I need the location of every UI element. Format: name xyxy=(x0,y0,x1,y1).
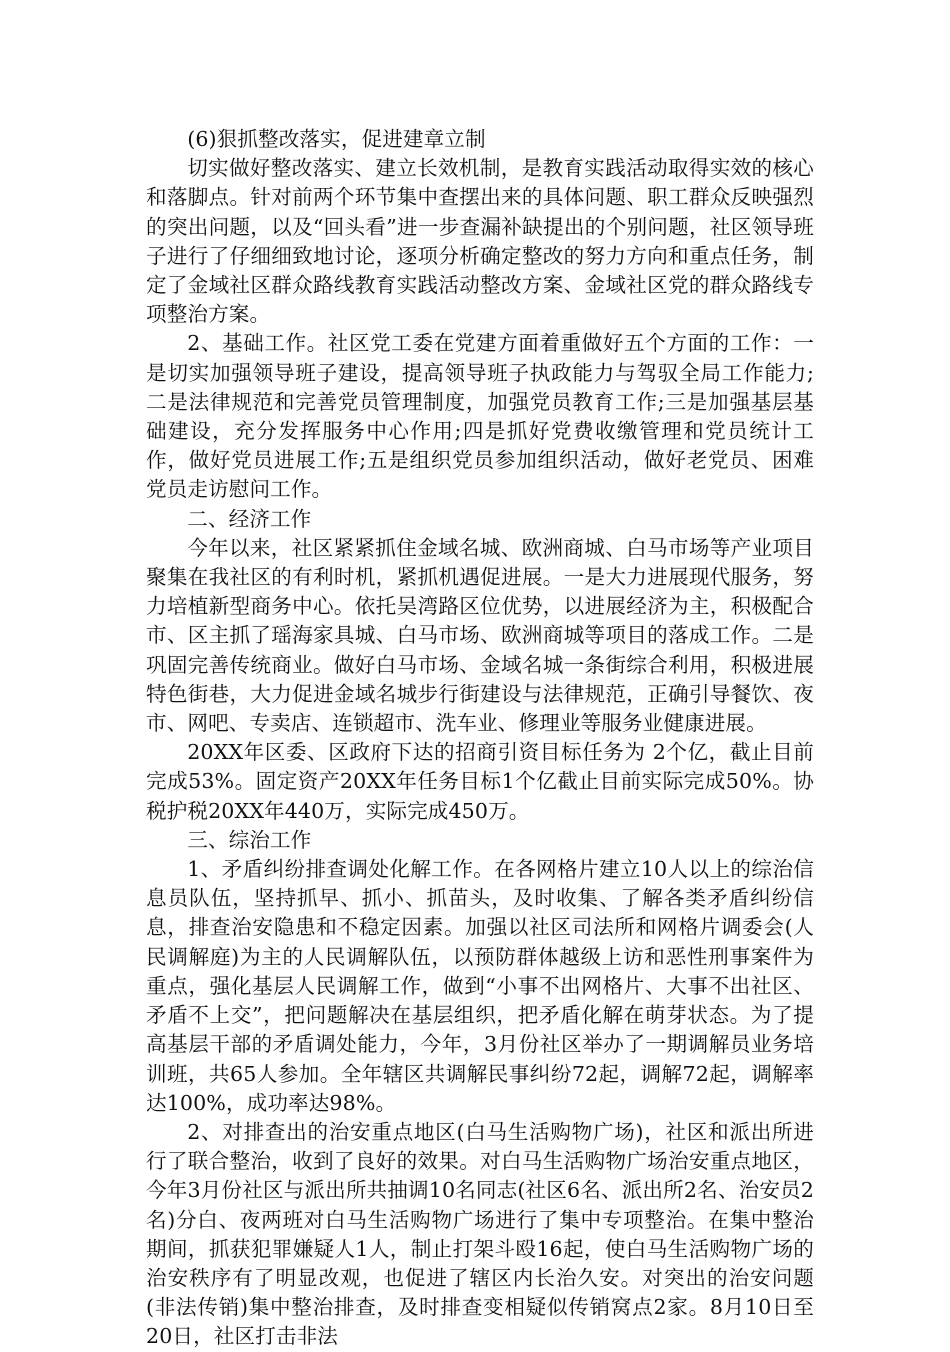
paragraph-investment-targets: 20XX年区委、区政府下达的招商引资目标任务为 2个亿，截止目前完成53%。固定资产20XX年任务目标1个亿截止目前实际完成50%。协税护税20XX年440万，实际完成450万。 xyxy=(146,740,814,823)
paragraph-rectification: 切实做好整改落实、建立长效机制，是教育实践活动取得实效的核心和落脚点。针对前两个环节集中查摆出来的具体问题、职工群众反映强烈的突出问题，以及“回头看”进一步查漏补缺提出的个别问题，社区领导班子进行了仔细细致地讨论，逐项分析确定整改的努力方向和重点任务，制定了金域社区群众路线教育实践活动整改方案、金域社区党的群众路线专项整治方案。 xyxy=(146,156,814,327)
paragraph-economic-work: 今年以来，社区紧紧抓住金域名城、欧洲商城、白马市场等产业项目聚集在我社区的有利时机，紧抓机遇促进展。一是大力进展现代服务，努力培植新型商务中心。依托吴湾路区位优势，以进展经济为主，积极配合市、区主抓了瑶海家具城、白马市场、欧洲商城等项目的落成工作。二是巩固完善传统商业。做好白马市场、金域名城一条街综合利用，积极进展特色街巷，大力促进金域名城步行街建设与法律规范，正确引导餐饮、夜市、网吧、专卖店、连锁超市、洗车业、修理业等服务业健康进展。 xyxy=(146,535,814,736)
paragraph-basic-work: 2、基础工作。社区党工委在党建方面着重做好五个方面的工作：一是切实加强领导班子建设，提高领导班子执政能力与驾驭全局工作能力;二是法律规范和完善党员管理制度，加强党员教育工作;三是加强基层基础建设，充分发挥服务中心作用;四是抓好党费收缴管理和党员统计工作，做好党员进展工作;五是组织党员参加组织活动，做好老党员、困难党员走访慰问工作。 xyxy=(146,331,814,502)
document-page xyxy=(146,125,814,1352)
paragraph-dispute-mediation: 1、矛盾纠纷排查调处化解工作。在各网格片建立10人以上的综治信息员队伍，坚持抓早、抓小、抓苗头，及时收集、了解各类矛盾纠纷信息，排查治安隐患和不稳定因素。加强以社区司法所和网格片调委会(人民调解庭)为主的人民调解队伍，以预防群体越级上访和恶性刑事案件为重点，强化基层人民调解工作，做到“小事不出网格片、大事不出社区、矛盾不上交”，把问题解决在基层组织，把矛盾化解在萌芽状态。为了提高基层干部的矛盾调处能力，今年，3月份社区举办了一期调解员业务培训班，共65人参加。全年辖区共调解民事纠纷72起，调解72起，调解率达100%，成功率达98%。 xyxy=(146,857,814,1115)
section-heading-rectification: (6)狠抓整改落实，促进建章立制 xyxy=(187,127,486,151)
section-heading-comprehensive-governance: 三、综治工作 xyxy=(187,827,312,852)
section-heading-economic-work: 二、经济工作 xyxy=(187,506,312,531)
paragraph-public-security: 2、对排查出的治安重点地区(白马生活购物广场)，社区和派出所进行了联合整治，收到了良好的效果。对白马生活购物广场治安重点地区，今年3月份社区与派出所共抽调10名同志(社区6名、派出所2名、治安员2名)分白、夜两班对白马生活购物广场进行了集中专项整治。在集中整治期间，抓获犯罪嫌疑人1人，制止打架斗殴16起，使白马生活购物广场的治安秩序有了明显改观，也促进了辖区内长治久安。对突出的治安问题(非法传销)集中整治排查，及时排查变相疑似传销窝点2家。8月10日至20日，社区打击非法 xyxy=(146,1119,814,1349)
